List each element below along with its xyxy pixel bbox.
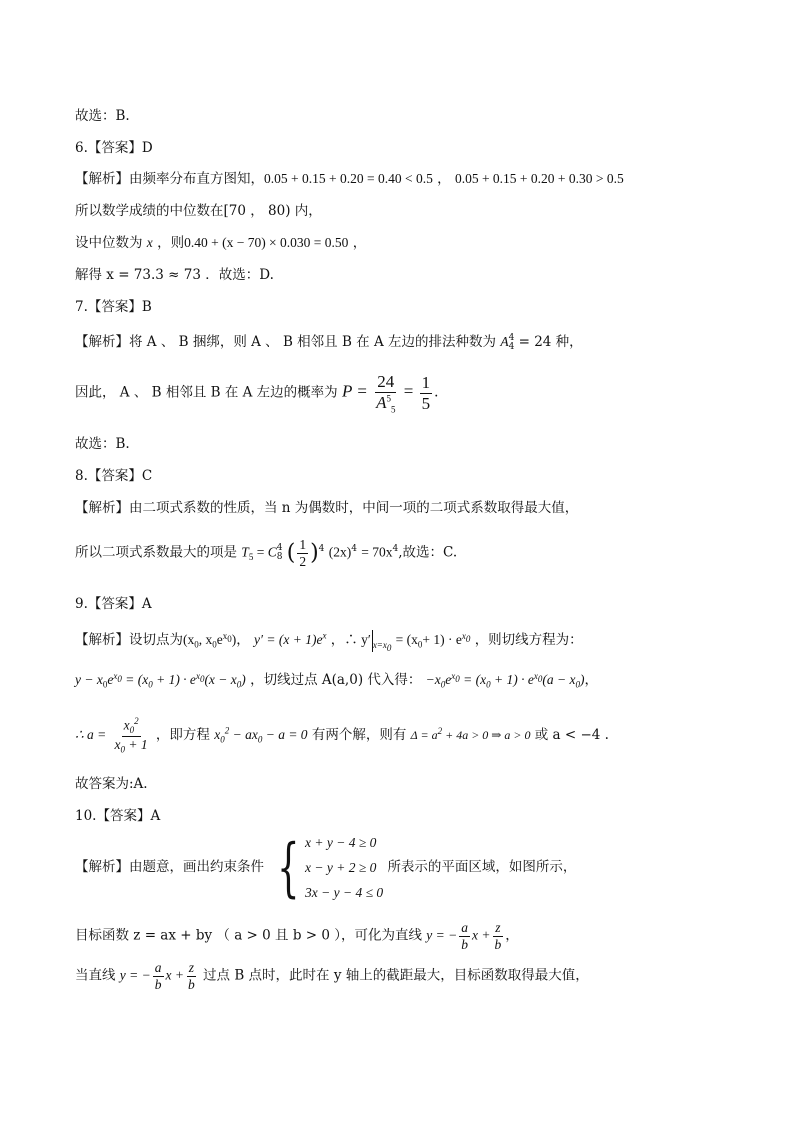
text-line: 所以二项式系数最大的项是 $T_5 = C$ 4 8 ( $\frac{1}{2}$ )$^4$ $(2x)^4 = 70x^4$,故选：C. — [75, 537, 458, 569]
text-line: 故答案为:A. — [75, 776, 148, 792]
text-line: 故选：B. — [75, 436, 130, 452]
analysis-line: 【解析】设切点为($x_0$, $x_0e^{x_0}$)， $y' = (x + 1)e^x$ ，∴ y′ $_{x=x_0} = (x_0+ 1) \cdot e^{x_0}$ ，则切线方程为： — [75, 630, 583, 653]
analysis-line: 【解析】由题意，画出约束条件 { x + y − 4 ≥ 0 x − y + 2 ≥ 0 3x − y − 4 ≤ 0 所表示的平面区域，如图所示， — [75, 830, 577, 905]
text-line: 当直线 y = − $\frac{a}{b}$ x + $\frac{z}{b}$ 过点 B 点时，此时在 y 轴上的截距最大，目标函数取得最大值， — [75, 960, 589, 992]
text-line: 因此， A 、 B 相邻且 B 在 A 左边的概率为 P = $\frac{24}{A^5_5}$ = $\frac{1}{5}$ . — [75, 372, 439, 414]
probability-fraction: $\frac{24}{A^5_5}$ — [376, 372, 396, 414]
analysis-line: 【解析】将 A 、 B 捆绑，则 A 、 B 相邻且 B 在 A 左边的排法种数为 A 4 4 = 24 种， — [75, 332, 583, 352]
analysis-line: 【解析】由二项式系数的性质，当 n 为偶数时，中间一项的二项式系数取得最大值， — [75, 500, 579, 516]
text-line: 设中位数为 x ，则0.40 + (x − 70) × 0.030 = 0.50 ， — [75, 235, 367, 251]
answer-heading-10: 10.【答案】A — [75, 808, 161, 824]
answer-heading-8: 8.【答案】C — [75, 468, 153, 484]
text-line: $y - x_0e^{x_0} = (x_0 + 1) \cdot e^{x_0}(x - x_0)$ ，切线过点 A(a,0) 代入得： $-x_0e^{x_0} = (x_0 + 1) \cdot e^{x_0}(a - x_0)$， — [75, 670, 598, 690]
text-line: 解得 x = 73.3 ≈ 73 ．故选：D. — [75, 267, 274, 283]
analysis-line: 【解析】由频率分布直方图知，0.05 + 0.15 + 0.20 = 0.40 < 0.5 ， 0.05 + 0.15 + 0.20 + 0.30 > 0.5 — [75, 171, 624, 187]
text-line: 所以数学成绩的中位数在[70 ， 80) 内， — [75, 203, 322, 219]
text-line: ∴ a = $\frac{x_0^2}{x_0 + 1}$ ，即方程 $x_0^2 - ax_0 - a = 0$ 有两个解，则有 $\Delta = a^2 + 4a > 0$ ⇒ a > 0 或 a < −4 . — [75, 716, 609, 755]
result-fraction: $\frac{1}{5}$ — [421, 373, 431, 413]
answer-heading-7: 7.【答案】B — [75, 299, 152, 315]
constraint-system: { x + y − 4 ≥ 0 x − y + 2 ≥ 0 3x − y − 4 ≤ 0 — [277, 830, 384, 905]
text-line: 目标函数 z = ax + by （ a > 0 且 b > 0 ），可化为直线 y = − $\frac{a}{b}$ x + $\frac{z}{b}$ ， — [75, 920, 519, 952]
answer-heading-9: 9.【答案】A — [75, 596, 152, 612]
text-line: 故选：B. — [75, 108, 130, 124]
answer-heading-6: 6.【答案】D — [75, 140, 153, 156]
